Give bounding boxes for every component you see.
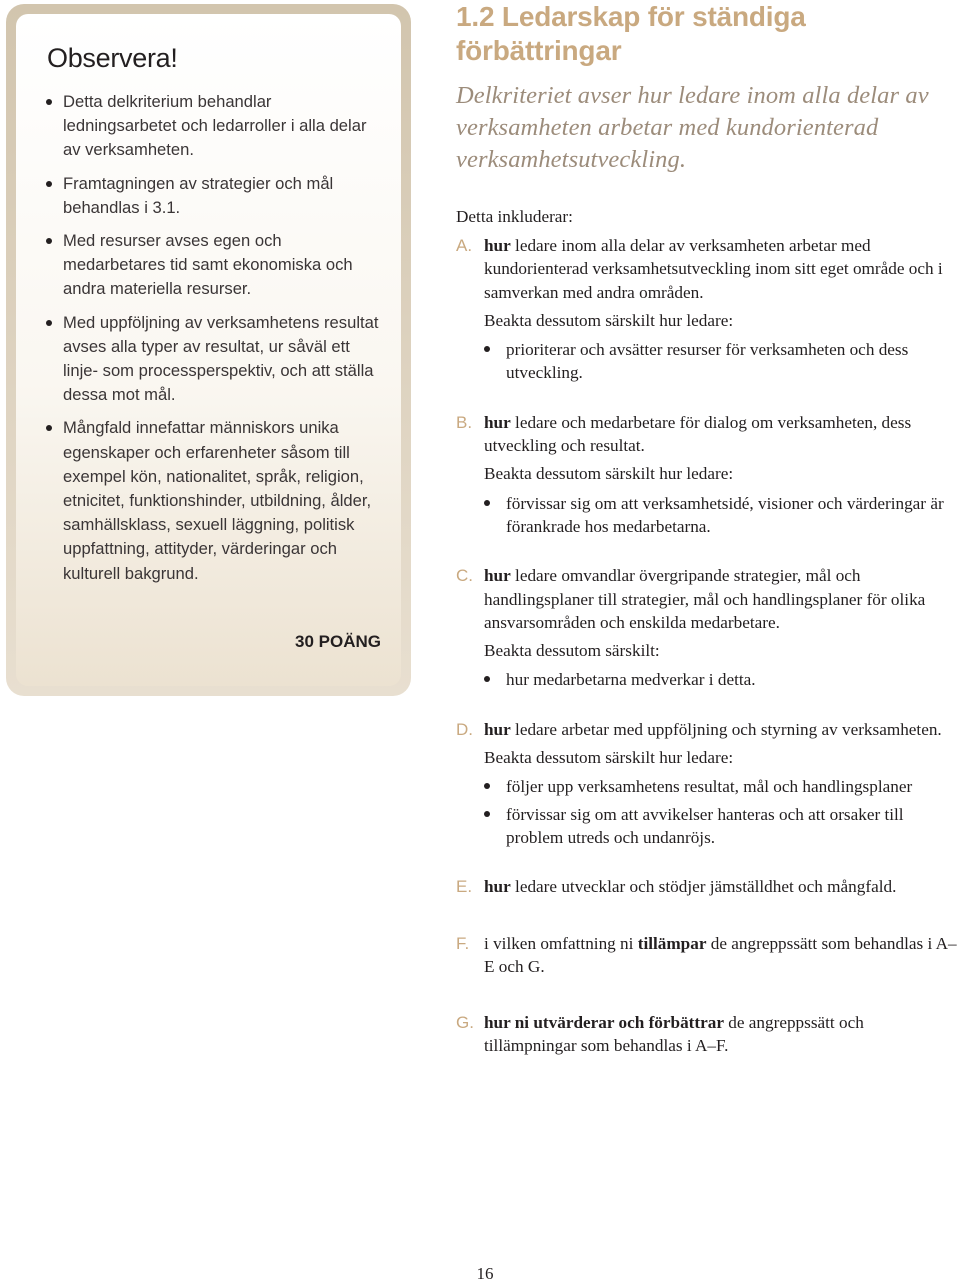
observera-item-text: Framtagningen av strategier och mål behandlas i 3.1. — [63, 173, 334, 217]
criterion-note: Beakta dessutom särskilt hur ledare: — [484, 310, 734, 330]
criterion-text — [456, 564, 960, 634]
criterion-note: Beakta dessutom särskilt hur ledare: — [484, 464, 734, 484]
criterion-bullet-text: förvissar sig om att avvikelser hanteras och att orsaker till problem utreds och undanröjs. — [506, 804, 904, 847]
observera-box-inner — [16, 14, 401, 686]
observera-item-text: Med resurser avses egen och medarbetares tid samt ekonomiska och andra materiella resurser. — [63, 231, 353, 299]
criterion-bold: hur — [484, 877, 511, 897]
criterion-b — [456, 411, 960, 538]
criterion-bold: hur — [484, 719, 511, 739]
criterion-letter: G. — [456, 1013, 474, 1033]
observera-item — [46, 229, 381, 302]
criterion-bullet-text: hur medarbetarna medverkar i detta. — [506, 670, 756, 690]
section-subtitle: Delkriteriet avser hur ledare inom alla delar av verksamheten arbetar med kundorienterad verksamhetsutveckling. — [456, 82, 929, 173]
criterion-bullets — [484, 338, 960, 385]
observera-item — [46, 90, 381, 163]
bullet-icon — [46, 425, 52, 431]
criterion-body: de angreppssätt och tillämpningar som behandlas i A–F. — [484, 1013, 864, 1056]
criterion-body: ledare arbetar med uppföljning och styrning av verksamheten. — [510, 719, 942, 739]
criterion-body: de angreppssätt som behandlas i A–E och G. — [484, 933, 957, 976]
criterion-bullet — [484, 775, 960, 798]
criterion-body: ledare utvecklar och stödjer jämställdhet och mångfald. — [510, 877, 897, 897]
criterion-bold: hur — [484, 236, 511, 255]
observera-list — [46, 90, 381, 586]
criterion-text — [456, 234, 960, 304]
observera-item-text: Mångfald innefattar människors unika egenskaper och erfarenheter såsom till exempel kön, nationalitet, språk, religion, etnicitet, funktionshinder, utbildning, ålder, samhällsklass, sexuell läggning, politisk uppfattning, attityder, värderingar och kulturell bakgrund. — [63, 418, 372, 583]
criterion-letter: A. — [456, 236, 473, 255]
criterion-bullets — [484, 668, 960, 691]
criterion-note: Beakta dessutom särskilt hur ledare: — [484, 748, 734, 768]
observera-item — [46, 311, 381, 408]
includes-label: Detta inkluderar: — [456, 207, 573, 226]
criterion-body: ledare och medarbetare för dialog om verksamheten, dess utveckling och resultat. — [484, 412, 912, 456]
criterion-letter: D. — [456, 719, 473, 739]
bullet-icon — [484, 500, 490, 506]
criterion-a — [456, 234, 960, 385]
observera-title: Observera! — [47, 43, 178, 73]
bullet-icon — [484, 346, 490, 352]
section-number: 1.2 — [456, 1, 495, 32]
criterion-bullets — [484, 492, 960, 539]
section-title: Ledarskap för ständiga förbättringar — [456, 1, 806, 66]
bullet-icon — [484, 811, 490, 817]
bullet-icon — [46, 238, 52, 244]
observera-item-text: Med uppföljning av verksamhetens resultat avses alla typer av resultat, ur såväl ett linje- som processperspektiv, och att ställa dessa mot mål. — [63, 312, 379, 405]
criterion-f — [456, 932, 960, 979]
criterion-text — [456, 1011, 960, 1058]
page-number: 16 — [476, 1264, 494, 1283]
criterion-bullet-text: följer upp verksamhetens resultat, mål och handlingsplaner — [506, 777, 913, 797]
bullet-icon — [484, 676, 490, 682]
criterion-e — [456, 875, 960, 898]
criterion-bold: hur — [484, 566, 511, 586]
criterion-d — [456, 718, 960, 849]
section-heading — [456, 0, 960, 68]
criterion-bullet — [484, 803, 960, 850]
criterion-bullets — [484, 775, 960, 849]
criterion-text — [456, 932, 960, 979]
criterion-text — [456, 718, 960, 741]
observera-box — [6, 4, 411, 696]
criterion-letter: B. — [456, 412, 473, 432]
criterion-body: ledare inom alla delar av verksamheten arbetar med kundorienterad verksamhetsutveckling inom sitt eget område och i samverkan med andra områden. — [484, 236, 943, 302]
criterion-letter: E. — [456, 877, 473, 897]
criterion-letter: C. — [456, 566, 473, 586]
criterion-bullet-text: förvissar sig om att verksamhetsidé, visioner och värderingar är förankrade hos medarbetarna. — [506, 493, 944, 536]
bullet-icon — [46, 181, 52, 187]
criterion-bullet-text: prioriterar och avsätter resurser för verksamheten och dess utveckling. — [506, 340, 909, 383]
criterion-bullet — [484, 492, 960, 539]
observera-item-text: Detta delkriterium behandlar ledningsarbetet och ledarroller i alla delar av verksamheten. — [63, 92, 367, 160]
criterion-bold: hur ni utvärderar och förbättrar — [484, 1013, 724, 1033]
observera-item — [46, 172, 381, 220]
criterion-bold: tillämpar — [637, 933, 707, 953]
criterion-g — [456, 1011, 960, 1058]
criterion-bullet — [484, 338, 960, 385]
observera-item — [46, 416, 381, 585]
bullet-icon — [46, 320, 52, 326]
bullet-icon — [46, 99, 52, 105]
main-content — [456, 0, 960, 1058]
criterion-body: ledare omvandlar övergripande strategier, mål och handlingsplaner till strategier, mål och handlingsplaner för olika ansvarsområden och enskilda medarbetare. — [484, 566, 926, 632]
bullet-icon — [484, 783, 490, 789]
points-label: 30 POÄNG — [295, 632, 381, 651]
criterion-bullet — [484, 668, 960, 691]
criterion-text — [456, 875, 960, 898]
criterion-pre: i vilken omfattning ni — [484, 933, 638, 953]
criterion-text — [456, 411, 960, 458]
criterion-note: Beakta dessutom särskilt: — [484, 641, 660, 661]
criterion-bold: hur — [484, 412, 511, 432]
criterion-letter: F. — [456, 933, 470, 953]
criterion-c — [456, 564, 960, 691]
